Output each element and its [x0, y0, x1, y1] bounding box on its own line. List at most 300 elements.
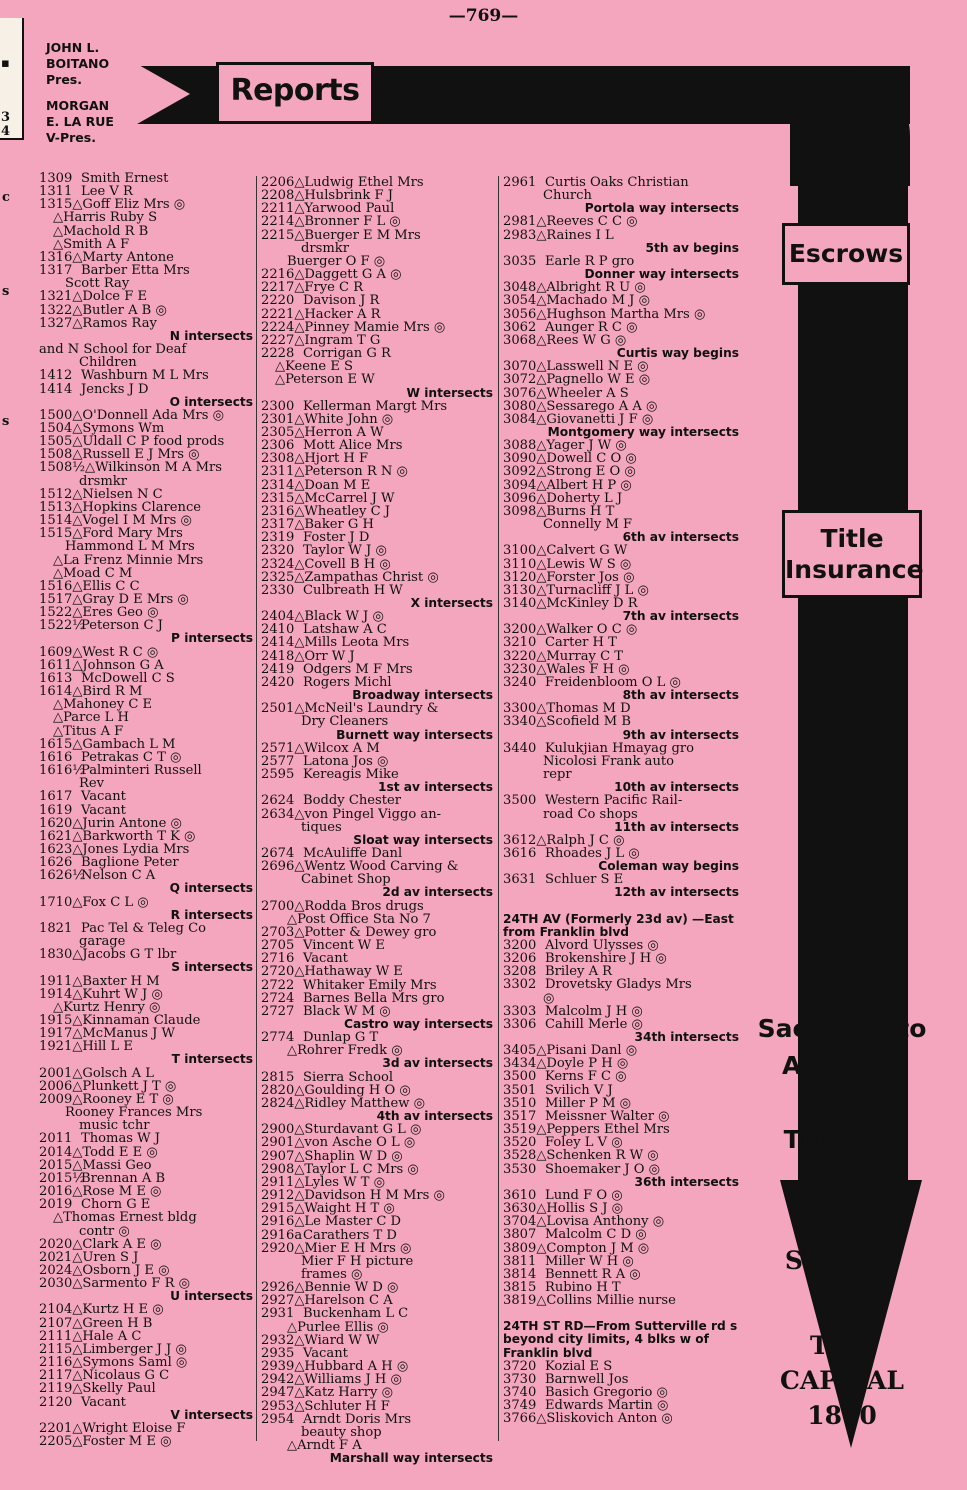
directory-entry	[503, 571, 739, 584]
house-number: 1327△Ramos Ray	[39, 316, 157, 330]
house-number: 3035	[503, 254, 537, 269]
house-number: 2920△Mier E H Mrs ◎	[261, 1241, 412, 1255]
street-intersection-heading: Sloat way intersects	[353, 833, 493, 847]
house-number: 2911△Lyles W T ◎	[261, 1175, 386, 1190]
directory-entry	[503, 1057, 739, 1070]
resident-name: △La Frenz Minnie Mrs	[53, 553, 204, 567]
directory-entry	[503, 755, 739, 768]
house-number: 3766△Sliskovich Anton ◎	[503, 1412, 673, 1426]
directory-entry	[261, 176, 493, 189]
resident-name: Lee V R	[81, 185, 133, 199]
directory-entry	[503, 176, 739, 189]
house-number: 1710△Fox C L ◎	[39, 895, 149, 909]
house-number: 3240	[503, 675, 537, 690]
house-number: 1617	[39, 790, 73, 804]
resident-name: Curtis Oaks Christian	[545, 176, 689, 190]
resident-name: Barnes Bella Mrs gro	[303, 991, 445, 1005]
resident-name: Boddy Chester	[303, 794, 402, 808]
officer-name: MORGAN	[46, 98, 110, 113]
spacer	[503, 900, 739, 913]
directory-entry	[39, 1225, 253, 1238]
resident-name: △Smith A F	[53, 237, 130, 251]
directory-entry	[39, 659, 253, 672]
house-number: 1623△Jones Lydia Mrs	[39, 842, 190, 857]
house-number: 2330	[261, 583, 295, 597]
house-number: 3501	[503, 1083, 537, 1097]
column-rule	[498, 176, 499, 1441]
directory-entry	[261, 465, 493, 478]
house-number: 2981△Reeves C C ◎	[503, 215, 638, 229]
house-number: 2311△Peterson R N ◎	[261, 465, 408, 479]
directory-entry	[39, 580, 253, 593]
directory-entry	[39, 172, 253, 185]
directory-entry	[39, 764, 253, 777]
house-number: 2927△Harelson C A	[261, 1294, 393, 1308]
house-number: 1626½	[39, 869, 86, 883]
house-number: 1309	[39, 172, 73, 186]
house-number: 2722	[261, 978, 295, 992]
resident-name: Alvord Ulysses ◎	[545, 938, 659, 953]
directory-entry	[39, 1119, 253, 1132]
street-section-heading: 24TH ST RD—From Sutterville rd s beyond city limits, 4 blks w of Franklin blvd	[503, 1320, 738, 1360]
house-number: 2224△Pinney Mamie Mrs ◎	[261, 320, 446, 334]
resident-name: Malcolm C D ◎	[545, 1228, 647, 1242]
directory-entry	[503, 939, 739, 952]
house-number: 2939△Hubbard A H ◎	[261, 1360, 409, 1374]
directory-entry	[261, 1150, 493, 1163]
directory-entry	[261, 860, 493, 873]
resident-name: Miller W H ◎	[545, 1254, 634, 1268]
house-number: 3809△Compton J M ◎	[503, 1241, 650, 1255]
street-intersection-heading: X intersects	[410, 597, 493, 610]
directory-entry	[503, 215, 739, 228]
directory-entry	[261, 1163, 493, 1176]
directory-entry	[39, 975, 253, 988]
house-number: 1322△Butler A B ◎	[39, 303, 167, 317]
house-number: 2961	[503, 176, 537, 190]
directory-entry	[503, 558, 739, 571]
directory-entry	[261, 1242, 493, 1255]
directory-entry	[261, 373, 493, 386]
house-number: 1616	[39, 750, 73, 765]
resident-name: McDowell C S	[81, 671, 175, 686]
house-number: 2001△Golsch A L	[39, 1066, 154, 1080]
directory-entry	[261, 189, 493, 202]
resident-name: Brennan A B	[81, 1171, 166, 1186]
resident-name: Jencks J D	[81, 382, 149, 396]
house-number: 2220	[261, 294, 295, 308]
directory-entry	[261, 1215, 493, 1228]
directory-entry	[39, 475, 253, 488]
directory-entry	[261, 1413, 493, 1426]
directory-entry	[503, 1149, 739, 1162]
house-number: 3811	[503, 1254, 537, 1268]
directory-entry	[261, 873, 493, 886]
house-number: 1830△Jacobs G T lbr	[39, 948, 177, 962]
directory-entry	[261, 1044, 493, 1057]
street-intersection-heading: 11th av intersects	[614, 820, 739, 834]
resident-name: Carathers T D	[303, 1228, 397, 1242]
title-insurance-ad-panel	[782, 510, 922, 598]
resident-name: Taylor W J ◎	[303, 544, 387, 558]
directory-entry	[261, 294, 493, 307]
house-number: 2211△Yarwood Paul	[261, 202, 395, 216]
directory-entry	[503, 387, 739, 400]
street-intersection-heading: 12th av intersects	[614, 886, 739, 900]
house-number: 1317	[39, 264, 73, 278]
resident-name: Black W M ◎	[303, 1004, 391, 1018]
directory-entry	[39, 1369, 253, 1382]
house-number: 3062	[503, 320, 537, 334]
directory-entry	[503, 1215, 739, 1228]
house-number: 3500	[503, 1070, 537, 1084]
resident-name: △Thomas Ernest bldg	[53, 1211, 197, 1225]
resident-name: Cabinet Shop	[301, 873, 391, 887]
directory-entry	[503, 544, 739, 557]
directory-entry	[39, 830, 253, 843]
street-intersection-heading: O intersects	[169, 395, 253, 409]
directory-entry	[261, 939, 493, 952]
street-intersection-heading: 8th av intersects	[622, 689, 739, 703]
directory-entry	[261, 558, 493, 571]
house-number: 2015△Massi Geo	[39, 1158, 152, 1172]
house-number: 2724	[261, 991, 295, 1005]
resident-name: △Arndt F A	[287, 1439, 362, 1453]
edge-char: 4	[1, 124, 11, 139]
directory-entry	[261, 1281, 493, 1294]
directory-entry	[503, 597, 739, 610]
house-number: 2319	[261, 531, 295, 545]
house-number: 3303	[503, 1004, 537, 1018]
house-number: 2030△Sarmento F R ◎	[39, 1277, 191, 1291]
adjacent-page-edge	[0, 18, 24, 140]
house-number: 1316△Marty Antone	[39, 250, 174, 265]
house-number: 1620△Jurin Antone ◎	[39, 816, 182, 830]
resident-name: Malcolm J H ◎	[545, 1004, 643, 1018]
house-number: 3088△Yager J W ◎	[503, 439, 627, 453]
street-intersection-heading: Portola way intersects	[584, 202, 739, 216]
house-number: 3610	[503, 1188, 537, 1203]
house-number: 2014△Todd E E ◎	[39, 1145, 158, 1159]
resident-name: Vacant	[81, 803, 126, 817]
resident-name: Dunlap G T	[303, 1031, 379, 1045]
directory-entry	[39, 185, 253, 198]
directory-entry	[261, 531, 493, 544]
street-intersection-heading: 34th intersects	[634, 1031, 739, 1044]
officer-name: BOITANO	[46, 56, 110, 71]
directory-entry	[39, 1106, 253, 1119]
resident-name: Chorn G E	[81, 1198, 151, 1212]
directory-entry	[261, 847, 493, 860]
directory-entry	[261, 1347, 493, 1360]
house-number: 1522△Eres Geo ◎	[39, 606, 159, 620]
directory-entry	[39, 461, 253, 474]
house-number: 3520	[503, 1136, 537, 1150]
house-number: 1517△Gray D E Mrs ◎	[39, 593, 189, 607]
house-number: 2414△Mills Leota Mrs	[261, 636, 410, 650]
house-number: 3130△Turnacliff J L ◎	[503, 583, 649, 597]
directory-entry	[39, 790, 253, 803]
arrow-tail-notch	[130, 60, 190, 128]
directory-entry	[261, 794, 493, 807]
officer-title: V-Pres.	[46, 130, 96, 145]
house-number: 2947△Katz Harry ◎	[261, 1386, 394, 1400]
directory-entry	[503, 808, 739, 821]
directory-entry	[503, 1360, 739, 1373]
resident-name: Brokenshire J H ◎	[545, 952, 667, 966]
directory-entry	[261, 715, 493, 728]
house-number: 3048△Albright R U ◎	[503, 281, 646, 295]
directory-entry	[39, 1264, 253, 1277]
directory-entry	[503, 1255, 739, 1268]
directory-entry	[39, 1198, 253, 1211]
resident-name: △Machold R B	[53, 224, 149, 238]
house-number: 1911△Baxter H M	[39, 974, 160, 988]
resident-name: Rooney Frances Mrs	[65, 1106, 203, 1120]
column-rule	[256, 176, 257, 1441]
directory-entry	[503, 623, 739, 636]
resident-name: McAuliffe Danl	[303, 846, 403, 861]
directory-entry	[39, 1422, 253, 1435]
resident-name: Sierra School	[303, 1070, 394, 1084]
resident-name: drsmkr	[79, 474, 127, 488]
directory-entry	[39, 817, 253, 830]
resident-name: △Post Office Sta No 7	[287, 912, 431, 926]
directory-entry	[39, 777, 253, 790]
house-number: 2410	[261, 623, 295, 637]
house-number: 2019	[39, 1198, 73, 1212]
officer-name: E. LA RUE	[46, 114, 114, 129]
house-number: 2720△Hathaway W E	[261, 965, 403, 979]
house-number: 2306	[261, 439, 295, 453]
house-number: 2953△Schluter H F	[261, 1399, 390, 1413]
directory-entry	[503, 1044, 739, 1057]
house-number: 2201△Wright Eloise F	[39, 1421, 186, 1435]
resident-name: frames ◎	[301, 1267, 363, 1282]
directory-entry	[503, 373, 739, 386]
directory-entry	[503, 479, 739, 492]
house-number: 3100△Calvert G W	[503, 544, 628, 558]
house-number: 3096△Doherty L J	[503, 491, 623, 505]
resident-name: Kulukjian Hmayag gro	[545, 741, 695, 755]
directory-entry	[261, 742, 493, 755]
house-number: 2932△Wiard W W	[261, 1333, 380, 1347]
directory-entry	[503, 1136, 739, 1149]
directory-entry	[39, 804, 253, 817]
directory-entry	[503, 1202, 739, 1215]
directory-column-3	[503, 176, 739, 1426]
directory-entry	[503, 1399, 739, 1412]
house-number: 2215△Buerger E M Mrs	[261, 228, 421, 242]
resident-name: Cahill Merle ◎	[545, 1017, 643, 1031]
directory-entry	[503, 1097, 739, 1110]
house-number: 2314△Doan M E	[261, 478, 371, 492]
house-number: 2320	[261, 544, 295, 558]
directory-entry	[261, 308, 493, 321]
directory-entry	[261, 1400, 493, 1413]
street-intersection-heading: Donner way intersects	[584, 268, 739, 282]
house-number: 1514△Vogel I M Mrs ◎	[39, 514, 192, 528]
directory-entry	[39, 988, 253, 1001]
street-intersection-heading: 6th av intersects	[622, 531, 739, 545]
directory-entry	[39, 606, 253, 619]
directory-entry	[503, 676, 739, 689]
house-number: 3440	[503, 741, 537, 755]
resident-name: Vincent W E	[303, 939, 385, 953]
page-number: —769—	[448, 6, 519, 26]
house-number: 2931	[261, 1307, 295, 1321]
house-number: 1311	[39, 185, 73, 199]
resident-name: repr	[543, 768, 572, 782]
street-intersection-heading: Curtis way begins	[616, 347, 739, 361]
resident-name: △Harris Ruby S	[53, 211, 158, 225]
directory-entry	[39, 554, 253, 567]
street-intersection-heading: 7th av intersects	[622, 610, 739, 624]
directory-entry	[503, 584, 739, 597]
resident-name: Freidenbloom O L ◎	[545, 675, 681, 690]
spacer	[503, 1307, 739, 1320]
directory-entry	[261, 492, 493, 505]
directory-entry	[261, 426, 493, 439]
directory-entry	[503, 189, 739, 202]
house-number: 2221△Hacker A R	[261, 307, 381, 321]
directory-entry	[261, 610, 493, 623]
directory-entry	[503, 873, 739, 886]
edge-char: 3	[1, 110, 11, 125]
directory-entry	[261, 584, 493, 597]
reports-label: Reports	[230, 73, 360, 108]
house-number: 2016△Rose M E ◎	[39, 1185, 162, 1199]
house-number: 1611△Johnson G A	[39, 658, 164, 672]
house-number: 2404△Black W J ◎	[261, 610, 384, 624]
house-number: 2020△Clark A E ◎	[39, 1237, 162, 1251]
directory-entry	[261, 821, 493, 834]
directory-entry	[503, 1373, 739, 1386]
directory-entry	[261, 1426, 493, 1439]
street-intersection-heading: 10th av intersects	[614, 781, 739, 795]
resident-name: Dry Cleaners	[301, 715, 389, 729]
house-number: 3740	[503, 1386, 537, 1400]
directory-column-1	[39, 172, 253, 1448]
house-number: 3094△Albert H P ◎	[503, 478, 632, 492]
officers-block	[46, 40, 136, 146]
directory-entry	[261, 1123, 493, 1136]
house-number: 1522½	[39, 619, 86, 633]
resident-name: Edwards Martin ◎	[545, 1399, 669, 1413]
street-intersection-heading: V intersects	[170, 1408, 253, 1422]
directory-entry	[503, 1242, 739, 1255]
house-number: 3704△Lovisa Anthony ◎	[503, 1215, 665, 1229]
directory-entry	[261, 1255, 493, 1268]
directory-entry	[503, 281, 739, 294]
street-intersection-heading: 4th av intersects	[376, 1110, 493, 1124]
house-number: 2308△Hjort H F	[261, 452, 369, 466]
directory-entry	[261, 1202, 493, 1215]
directory-entry	[503, 334, 739, 347]
street-intersection-heading: Broadway intersects	[352, 689, 493, 703]
directory-entry	[261, 913, 493, 926]
directory-entry	[261, 992, 493, 1005]
house-number: 2901△von Asche O L ◎	[261, 1136, 416, 1150]
directory-entry	[261, 1005, 493, 1018]
resident-name: Vacant	[303, 1346, 348, 1361]
house-number: 2716	[261, 952, 295, 966]
directory-entry	[261, 1071, 493, 1084]
directory-entry	[39, 290, 253, 303]
resident-name: △Keene E S	[275, 360, 354, 374]
directory-entry	[39, 540, 253, 553]
street-intersection-heading: R intersects	[170, 908, 253, 922]
resident-name: Foley L V ◎	[545, 1136, 623, 1150]
directory-entry	[39, 1185, 253, 1198]
directory-entry	[261, 321, 493, 334]
house-number: 1615△Gambach L M	[39, 737, 176, 751]
directory-entry	[261, 900, 493, 913]
street-intersection-heading: 5th av begins	[645, 241, 739, 255]
directory-entry	[39, 488, 253, 501]
house-number: 2119△Skelly Paul	[39, 1382, 156, 1396]
directory-entry	[503, 742, 739, 755]
directory-entry	[39, 856, 253, 869]
house-number: 2815	[261, 1070, 295, 1084]
directory-entry	[261, 1334, 493, 1347]
resident-name: Barnwell Jos	[545, 1372, 629, 1387]
directory-entry	[39, 948, 253, 961]
resident-name: Bennett R A ◎	[545, 1267, 641, 1281]
house-number: 2117△Nicolaus G C	[39, 1369, 170, 1383]
house-number: 3616	[503, 846, 537, 861]
separator-dash	[829, 1296, 855, 1310]
street-intersection-heading: 2d av intersects	[382, 886, 493, 900]
house-number: 2912△Davidson H M Mrs ◎	[261, 1189, 445, 1203]
house-number: 3084△Giovanetti J F ◎	[503, 412, 654, 426]
directory-entry	[261, 1386, 493, 1399]
house-number: 2227△Ingram T G	[261, 333, 381, 348]
resident-name: Lund F O ◎	[545, 1188, 623, 1203]
house-number: 2419	[261, 662, 295, 676]
resident-name: Petrakas C T ◎	[81, 750, 182, 765]
resident-name: Rubino H T	[545, 1280, 621, 1295]
house-number: 3080△Sessarego A A ◎	[503, 399, 658, 413]
directory-entry	[261, 439, 493, 452]
house-number: 2216△Daggett G A ◎	[261, 268, 402, 282]
directory-entry	[39, 369, 253, 382]
resident-name: Buerger O F ◎	[287, 254, 386, 269]
house-number: 3340△Scofield M B	[503, 715, 631, 729]
directory-entry	[39, 646, 253, 659]
resident-name: △Purlee Ellis ◎	[287, 1320, 389, 1334]
house-number: 2208△Hulsbrink F J	[261, 189, 394, 203]
directory-entry	[39, 1014, 253, 1027]
house-number: 2011	[39, 1132, 73, 1146]
resident-name: Kellerman Margt Mrs	[303, 399, 448, 413]
house-number: 3631	[503, 873, 537, 887]
house-number: 2116△Symons Saml ◎	[39, 1356, 188, 1370]
house-number: 3815	[503, 1280, 537, 1295]
escrows-ad-panel	[782, 223, 910, 285]
directory-entry	[39, 1080, 253, 1093]
directory-entry	[39, 725, 253, 738]
directory-entry	[39, 527, 253, 540]
house-number: 1315△Goff Eliz Mrs ◎	[39, 198, 186, 212]
title-insurance-line: Title	[820, 524, 884, 553]
directory-entry	[39, 277, 253, 290]
directory-entry	[261, 1176, 493, 1189]
house-number: 1821	[39, 921, 73, 936]
directory-entry	[39, 501, 253, 514]
house-number: 2214△Bronner F L ◎	[261, 215, 401, 229]
directory-entry	[503, 715, 739, 728]
